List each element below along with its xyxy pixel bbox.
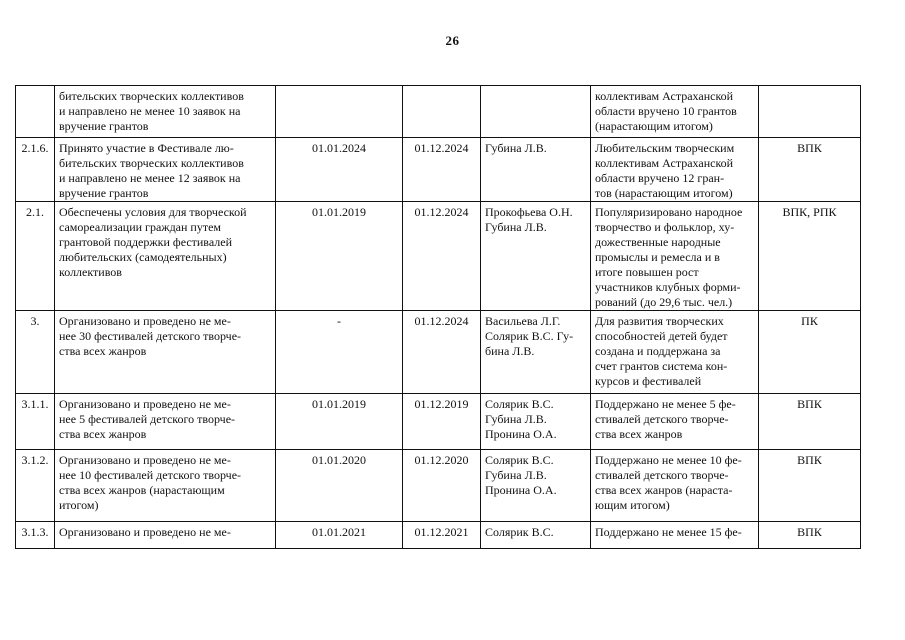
responsible-person (481, 86, 591, 138)
responsible-person-line: Солярик В.С. Гу- (485, 329, 574, 343)
start-date: 01.01.2019 (276, 202, 403, 311)
expected-result-line: Популяризировано народное (595, 205, 743, 219)
table-row (16, 86, 861, 138)
event-description (55, 202, 276, 311)
event-description-line: вручение грантов (59, 186, 149, 200)
document-type: ПК (759, 311, 861, 394)
start-date: 01.01.2024 (276, 138, 403, 202)
expected-result-line: области вручено 10 грантов (595, 104, 737, 118)
expected-result-line: (нарастающим итогом) (595, 119, 713, 133)
end-date: 01.12.2024 (403, 202, 481, 311)
responsible-person (481, 450, 591, 522)
item-number: 3.1.2. (16, 450, 55, 522)
expected-result (591, 394, 759, 450)
responsible-person-line: бина Л.В. (485, 344, 535, 358)
end-date: 01.12.2024 (403, 138, 481, 202)
table-body (16, 86, 861, 549)
expected-result-line: создана и поддержана за (595, 344, 721, 358)
expected-result-line: творчество и фольклор, ху- (595, 220, 735, 234)
expected-result (591, 311, 759, 394)
end-date: 01.12.2024 (403, 311, 481, 394)
event-description-line: нее 10 фестивалей детского творче- (59, 468, 242, 482)
responsible-person-line: Пронина О.А. (485, 483, 557, 497)
event-description (55, 394, 276, 450)
expected-result-line: промыслы и ремесла и в (595, 250, 720, 264)
expected-result-line: ства всех жанров (нараста- (595, 483, 733, 497)
expected-result-line: Поддержано не менее 5 фе- (595, 397, 736, 411)
expected-result-line: способностей детей будет (595, 329, 728, 343)
event-description-line: Организовано и проведено не ме- (59, 525, 231, 539)
expected-result-line: тов (нарастающим итогом) (595, 186, 733, 200)
responsible-person-line: Солярик В.С. (485, 453, 554, 467)
item-number: 2.1. (16, 202, 55, 311)
expected-result-line: Любительским творческим (595, 141, 735, 155)
event-description (55, 450, 276, 522)
document-type: ВПК (759, 138, 861, 202)
event-description-line: ства всех жанров (нарастающим (59, 483, 225, 497)
responsible-person-line: Васильева Л.Г. (485, 314, 561, 328)
event-description-line: вручение грантов (59, 119, 149, 133)
event-description (55, 311, 276, 394)
item-number (16, 86, 55, 138)
expected-result-line: рований (до 29,6 тыс. чел.) (595, 295, 733, 309)
expected-result-line: счет грантов система кон- (595, 359, 728, 373)
expected-result-line: Поддержано не менее 15 фе- (595, 525, 742, 539)
event-description-line: ства всех жанров (59, 427, 147, 441)
responsible-person (481, 311, 591, 394)
end-date (403, 86, 481, 138)
expected-result (591, 522, 759, 549)
event-description-line: нее 30 фестивалей детского творче- (59, 329, 242, 343)
end-date: 01.12.2021 (403, 522, 481, 549)
document-type (759, 86, 861, 138)
document-type: ВПК (759, 394, 861, 450)
responsible-person (481, 522, 591, 549)
event-description (55, 138, 276, 202)
table-row (16, 394, 861, 450)
document-type: ВПК (759, 450, 861, 522)
responsible-person-line: Солярик В.С. (485, 397, 554, 411)
item-number: 3. (16, 311, 55, 394)
event-description-line: итогом) (59, 498, 99, 512)
event-description-line: бительских творческих коллективов (59, 89, 244, 103)
expected-result-line: коллективам Астраханской (595, 156, 734, 170)
event-description-line: нее 5 фестивалей детского творче- (59, 412, 236, 426)
start-date (276, 86, 403, 138)
expected-result (591, 450, 759, 522)
expected-result (591, 202, 759, 311)
event-description-line: грантовой поддержки фестивалей (59, 235, 232, 249)
event-description-line: и направлено не менее 12 заявок на (59, 171, 241, 185)
event-description-line: любительских (самодеятельных) (59, 250, 227, 264)
expected-result-line: ства всех жанров (595, 427, 683, 441)
page-number: 26 (445, 33, 460, 48)
responsible-person-line: Пронина О.А. (485, 427, 557, 441)
responsible-person-line: Губина Л.В. (485, 412, 547, 426)
event-description-line: Организовано и проведено не ме- (59, 397, 231, 411)
responsible-person-line: Прокофьева О.Н. (485, 205, 573, 219)
responsible-person (481, 394, 591, 450)
expected-result-line: стивалей детского творче- (595, 412, 729, 426)
responsible-person (481, 138, 591, 202)
start-date: 01.01.2019 (276, 394, 403, 450)
document-type: ВПК, РПК (759, 202, 861, 311)
event-description-line: и направлено не менее 10 заявок на (59, 104, 241, 118)
item-number: 3.1.3. (16, 522, 55, 549)
expected-result (591, 138, 759, 202)
expected-result-line: курсов и фестивалей (595, 374, 702, 388)
table-row (16, 522, 861, 549)
expected-result-line: области вручено 12 гран- (595, 171, 725, 185)
event-description (55, 522, 276, 549)
item-number: 3.1.1. (16, 394, 55, 450)
document-type: ВПК (759, 522, 861, 549)
event-description-line: Обеспечены условия для творческой (59, 205, 247, 219)
plan-table (15, 85, 861, 549)
expected-result-line: участников клубных форми- (595, 280, 741, 294)
expected-result-line: ющим итогом) (595, 498, 670, 512)
table-row (16, 138, 861, 202)
expected-result-line: коллективам Астраханской (595, 89, 734, 103)
start-date: - (276, 311, 403, 394)
expected-result-line: дожественные народные (595, 235, 721, 249)
start-date: 01.01.2021 (276, 522, 403, 549)
event-description-line: ства всех жанров (59, 344, 147, 358)
expected-result (591, 86, 759, 138)
event-description-line: самореализации граждан путем (59, 220, 222, 234)
event-description (55, 86, 276, 138)
table-row (16, 450, 861, 522)
event-description-line: Принято участие в Фестивале лю- (59, 141, 234, 155)
expected-result-line: итоге повышен рост (595, 265, 699, 279)
responsible-person-line: Губина Л.В. (485, 220, 547, 234)
expected-result-line: Поддержано не менее 10 фе- (595, 453, 742, 467)
event-description-line: бительских творческих коллективов (59, 156, 244, 170)
responsible-person-line: Солярик В.С. (485, 525, 554, 539)
end-date: 01.12.2019 (403, 394, 481, 450)
expected-result-line: стивалей детского творче- (595, 468, 729, 482)
item-number: 2.1.6. (16, 138, 55, 202)
expected-result-line: Для развития творческих (595, 314, 724, 328)
table-row (16, 202, 861, 311)
end-date: 01.12.2020 (403, 450, 481, 522)
responsible-person-line: Губина Л.В. (485, 468, 547, 482)
event-description-line: Организовано и проведено не ме- (59, 314, 231, 328)
event-description-line: коллективов (59, 265, 122, 279)
responsible-person (481, 202, 591, 311)
table-row (16, 311, 861, 394)
start-date: 01.01.2020 (276, 450, 403, 522)
event-description-line: Организовано и проведено не ме- (59, 453, 231, 467)
responsible-person-line: Губина Л.В. (485, 141, 547, 155)
